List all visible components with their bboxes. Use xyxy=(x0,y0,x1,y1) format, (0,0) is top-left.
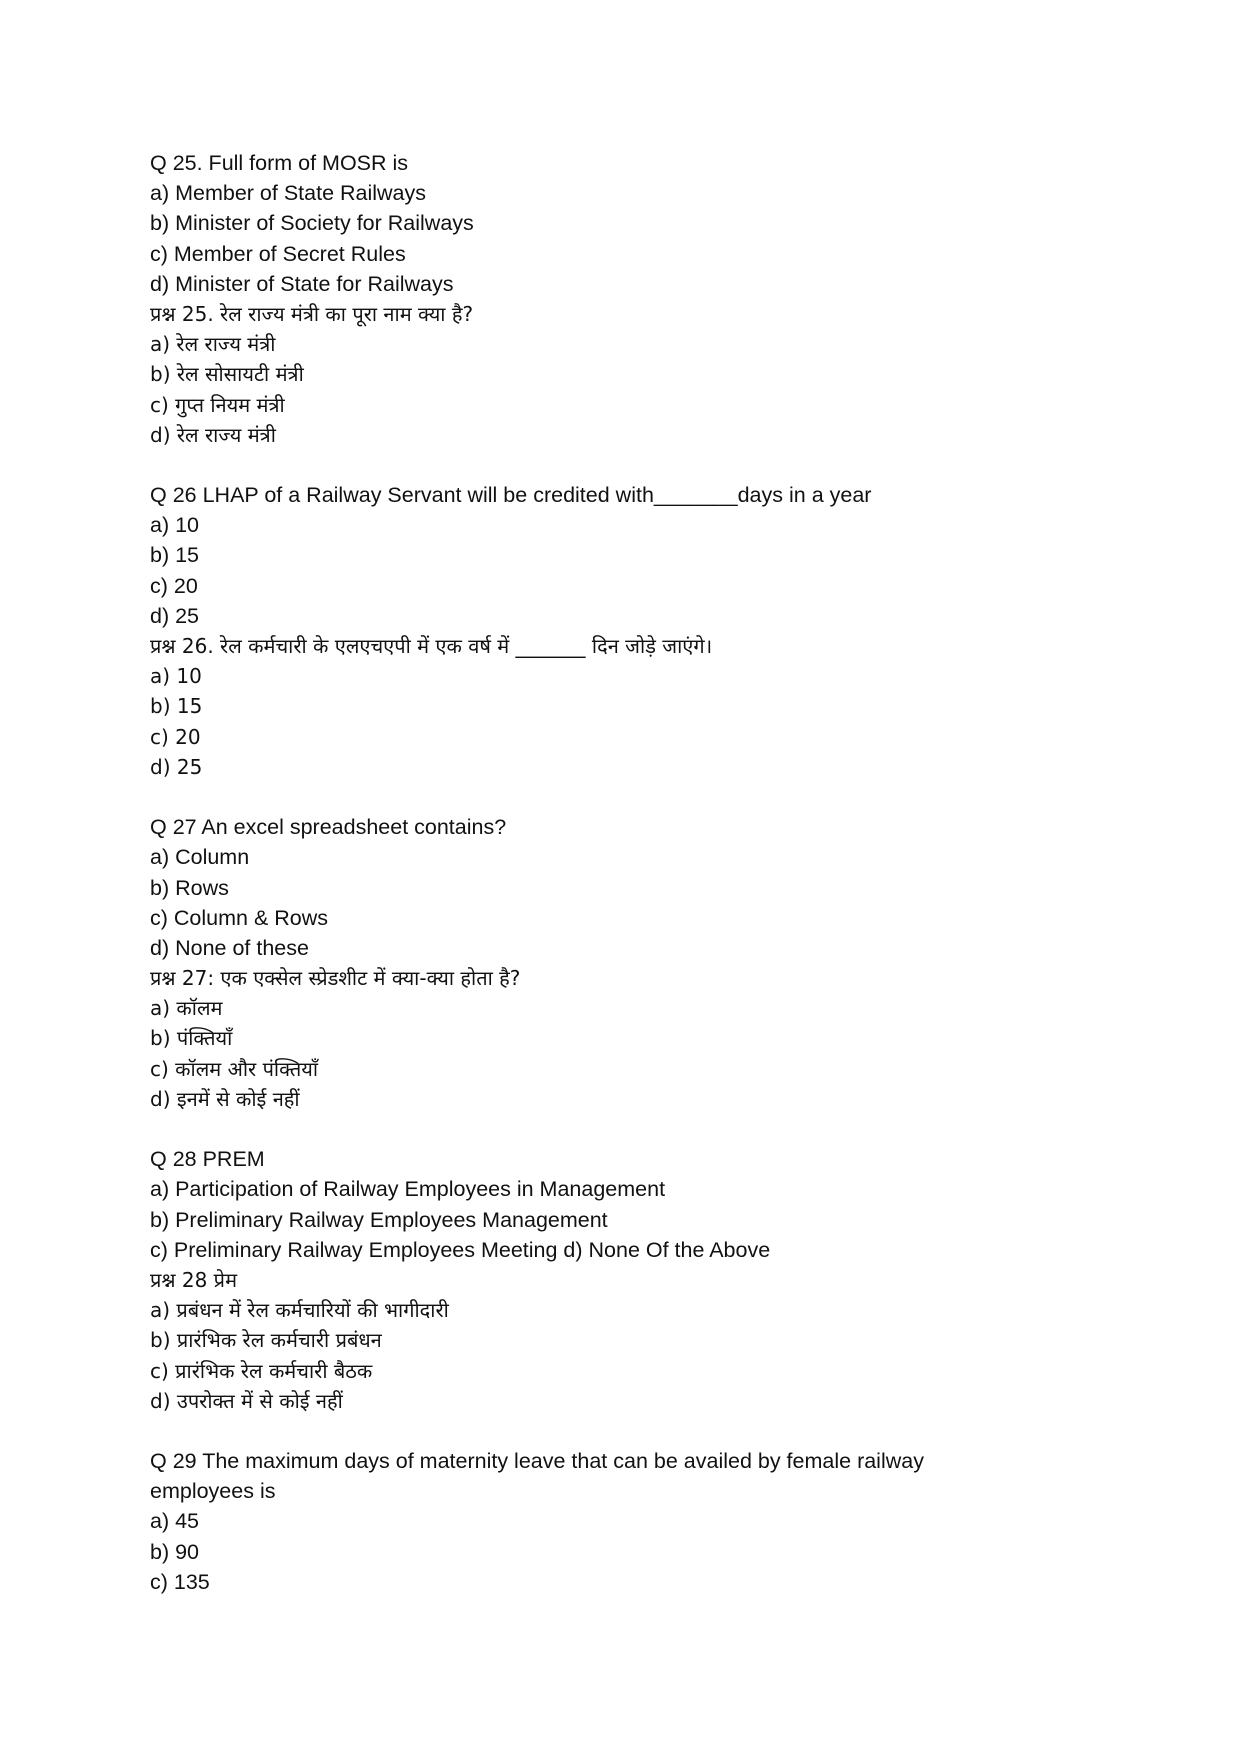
option-d-hi: d) इनमें से कोई नहीं xyxy=(150,1086,300,1111)
option-b-hi: b) प्रारंभिक रेल कर्मचारी प्रबंधन xyxy=(150,1328,382,1353)
option-d-en: d) 25 xyxy=(150,603,200,628)
option-d-en: d) Minister of State for Railways xyxy=(150,271,454,296)
question-text-hi: प्रश्न 26. रेल कर्मचारी के एलएचएपी में एक वर्ष में _______ दिन जोड़े जाएंगे। xyxy=(150,634,713,658)
option-b-en: b) Rows xyxy=(150,875,229,900)
option-c-en: c) 135 xyxy=(150,1569,210,1594)
spacer xyxy=(150,1416,1150,1446)
option-b-en: b) Minister of Society for Railways xyxy=(150,211,474,236)
option-d-en: d) None of these xyxy=(150,935,309,960)
option-d-hi: d) उपरोक्त में से कोई नहीं xyxy=(150,1388,343,1413)
option-a-hi: a) कॉलम xyxy=(150,996,223,1021)
option-d-hi: d) रेल राज्य मंत्री xyxy=(150,422,276,447)
option-a-hi: a) 10 xyxy=(150,664,202,689)
option-a-hi: a) प्रबंधन में रेल कर्मचारियों की भागीदारी xyxy=(150,1298,449,1323)
question-25 xyxy=(150,148,1150,450)
spacer xyxy=(150,782,1150,812)
option-a-en: a) 45 xyxy=(150,1509,200,1534)
option-b-hi: b) रेल सोसायटी मंत्री xyxy=(150,362,304,387)
question-text-en: Q 29 The maximum days of maternity leave that can be availed by female railway employees is xyxy=(150,1449,924,1504)
spacer xyxy=(150,1114,1150,1144)
option-b-hi: b) पंक्तियाँ xyxy=(150,1026,233,1051)
option-a-en: a) Participation of Railway Employees in Management xyxy=(150,1177,666,1202)
option-c-hi: c) प्रारंभिक रेल कर्मचारी बैठक xyxy=(150,1358,373,1383)
question-text-en: Q 25. Full form of MOSR is xyxy=(150,151,409,175)
option-c-en: c) 20 xyxy=(150,573,198,598)
option-a-en: a) Column xyxy=(150,845,250,870)
question-28 xyxy=(150,1144,1150,1416)
option-b-en: b) Preliminary Railway Employees Management xyxy=(150,1207,608,1232)
option-a-en: a) Member of State Railways xyxy=(150,181,427,206)
question-29 xyxy=(150,1446,1150,1597)
question-27 xyxy=(150,812,1150,1114)
question-text-en: Q 27 An excel spreadsheet contains? xyxy=(150,815,507,840)
option-c-hi: c) गुप्त नियम मंत्री xyxy=(150,392,285,417)
option-a-en: a) 10 xyxy=(150,513,200,538)
option-a-hi: a) रेल राज्य मंत्री xyxy=(150,332,276,357)
document-page xyxy=(150,148,1150,1597)
question-text-hi: प्रश्न 28 प्रेम xyxy=(150,1267,238,1292)
question-text-hi: प्रश्न 27: एक एक्सेल स्प्रेडशीट में क्या-क्या होता है? xyxy=(150,966,521,991)
option-b-en: b) 90 xyxy=(150,1539,200,1564)
option-c-hi: c) 20 xyxy=(150,724,201,749)
option-c-en: c) Member of Secret Rules xyxy=(150,241,406,266)
option-c-hi: c) कॉलम और पंक्तियाँ xyxy=(150,1056,319,1081)
option-b-hi: b) 15 xyxy=(150,694,203,719)
question-26 xyxy=(150,480,1150,782)
question-text-en: Q 28 PREM xyxy=(150,1147,265,1172)
spacer xyxy=(150,450,1150,480)
option-c-en: c) Column & Rows xyxy=(150,905,329,930)
question-text-hi: प्रश्न 25. रेल राज्य मंत्री का पूरा नाम क्या है? xyxy=(150,301,474,326)
option-d-hi: d) 25 xyxy=(150,754,203,779)
question-text-en: Q 26 LHAP of a Railway Servant will be credited with_______days in a year xyxy=(150,483,872,508)
option-b-en: b) 15 xyxy=(150,543,200,568)
option-c-d-en: c) Preliminary Railway Employees Meeting d) None Of the Above xyxy=(150,1237,771,1262)
